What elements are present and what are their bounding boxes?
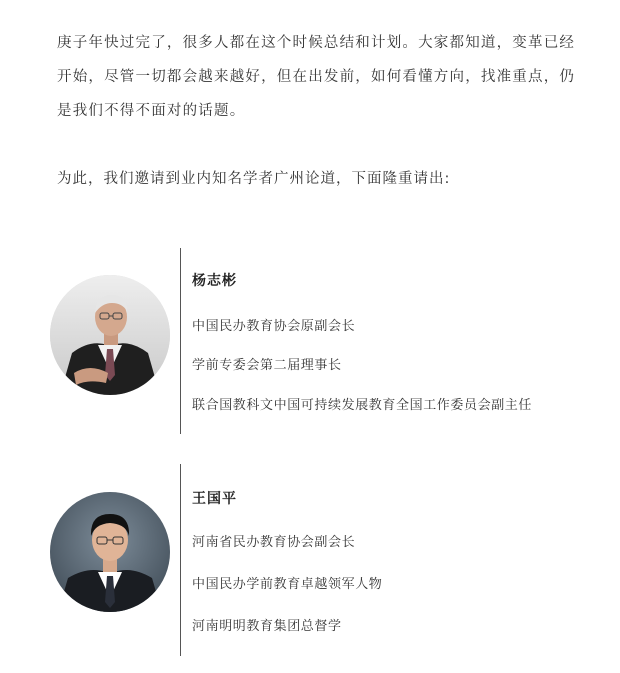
speaker-portrait	[50, 492, 170, 612]
intro-paragraph: 庚子年快过完了，很多人都在这个时候总结和计划。大家都知道，变革已经开始，尽管一切都会越来越好，但在出发前，如何看懂方向，找准重点，仍是我们不得不面对的话题。	[57, 35, 576, 119]
speaker-card-wang	[0, 464, 620, 656]
portrait-photo-yang	[50, 275, 170, 395]
invite-paragraph: 为此，我们邀请到业内知名学者广州论道，下面隆重请出:	[57, 171, 451, 187]
speaker-card-yang	[0, 248, 620, 434]
speaker-title-line: 河南省民办教育协会副会长	[192, 535, 356, 550]
vertical-divider	[180, 248, 181, 434]
speaker-title-line: 河南明明教育集团总督学	[192, 619, 342, 634]
speaker-title-line: 联合国教科文中国可持续发展教育全国工作委员会副主任	[192, 398, 533, 413]
speaker-name: 王国平	[192, 491, 237, 507]
speaker-title-line: 学前专委会第二届理事长	[192, 358, 342, 373]
speaker-portrait	[50, 275, 170, 395]
speaker-name: 杨志彬	[192, 273, 237, 289]
vertical-divider	[180, 464, 181, 656]
portrait-photo-wang	[50, 492, 170, 612]
speaker-title-line: 中国民办学前教育卓越领军人物	[192, 577, 383, 592]
speaker-title-line: 中国民办教育协会原副会长	[192, 319, 356, 334]
